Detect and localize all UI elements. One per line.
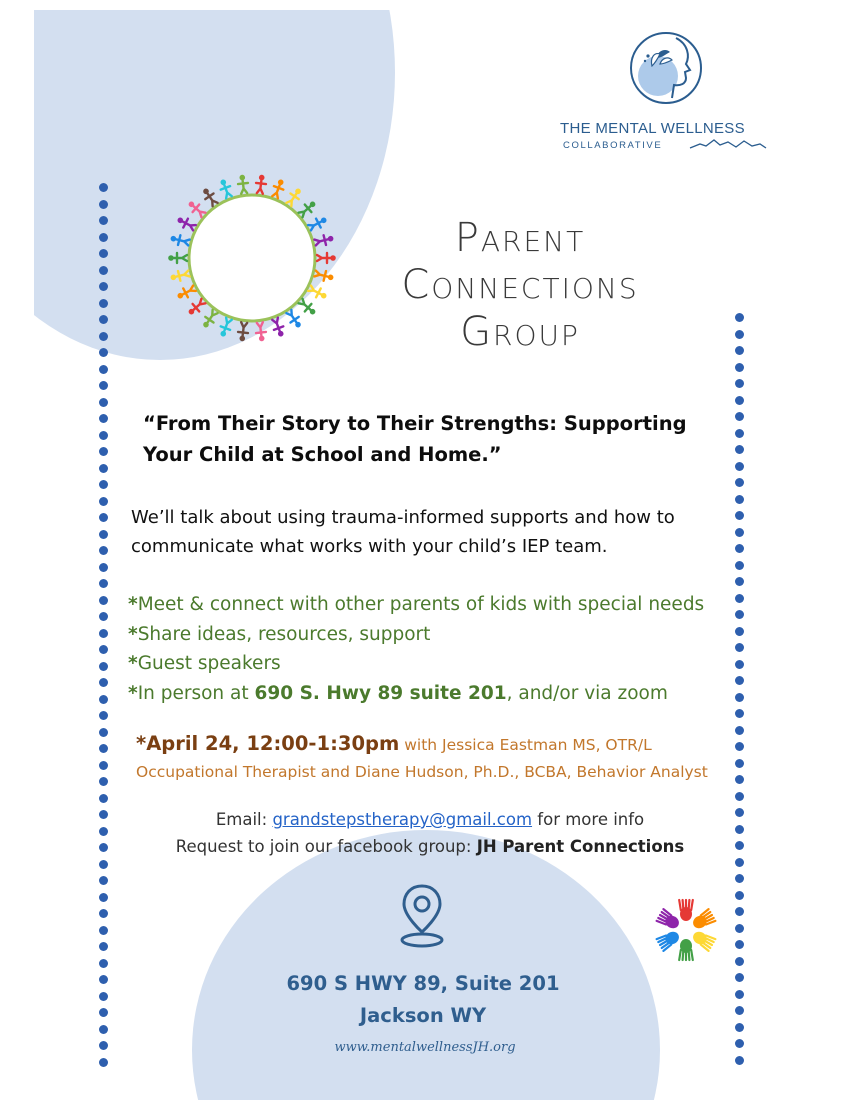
background-circle-bottom: [192, 830, 660, 1100]
mountain-line-icon: [688, 136, 768, 152]
child-figure: [307, 215, 328, 233]
border-dot: [99, 645, 108, 654]
border-dot: [99, 728, 108, 737]
border-dot: [99, 233, 108, 242]
child-figure: [237, 322, 249, 342]
hand-shape: [690, 929, 715, 951]
border-dot: [99, 827, 108, 836]
border-dot: [735, 396, 744, 405]
address-line-1: 690 S HWY 89, Suite 201: [286, 972, 560, 995]
logo-title: THE MENTAL WELLNESS: [560, 120, 745, 137]
border-dot: [735, 940, 744, 949]
border-dot: [99, 975, 108, 984]
border-dot: [99, 794, 108, 803]
hand-shape: [690, 909, 715, 931]
hand-shape: [657, 929, 682, 951]
border-dot: [735, 561, 744, 570]
border-dot: [99, 480, 108, 489]
event-presenters-line: Occupational Therapist and Diane Hudson, Ph.D., BCBA, Behavior Analyst: [136, 763, 708, 781]
border-dot: [99, 711, 108, 720]
logo-subtitle: COLLABORATIVE: [563, 140, 663, 151]
facebook-group-name: JH Parent Connections: [476, 837, 685, 856]
organization-logo: [560, 30, 775, 160]
border-dot: [735, 874, 744, 883]
hand-shape: [679, 900, 693, 921]
border-dot: [99, 810, 108, 819]
border-dot: [735, 973, 744, 982]
border-dot: [99, 629, 108, 638]
border-dot: [735, 495, 744, 504]
event-presenter: with Jessica Eastman MS, OTR/L: [399, 736, 652, 754]
hand-shape: [679, 939, 693, 960]
border-dot: [99, 926, 108, 935]
border-dot: [735, 990, 744, 999]
child-figure: [317, 253, 336, 263]
child-figure: [285, 309, 304, 330]
border-dot: [99, 1025, 108, 1034]
border-dot: [735, 346, 744, 355]
child-figure: [169, 233, 190, 247]
border-dot: [735, 1039, 744, 1048]
border-dot: [99, 843, 108, 852]
border-dot: [99, 414, 108, 423]
border-dot: [99, 959, 108, 968]
border-dot: [99, 777, 108, 786]
border-dot: [735, 825, 744, 834]
child-figure: [218, 178, 234, 199]
face-leaf-logo-icon: [628, 30, 704, 110]
border-dot: [99, 744, 108, 753]
border-dot: [735, 907, 744, 916]
child-figure: [237, 174, 249, 194]
border-dot: [735, 1006, 744, 1015]
border-dot: [735, 577, 744, 586]
address-line-2: Jackson WY: [359, 1004, 487, 1027]
border-dot: [735, 544, 744, 553]
border-dot: [735, 313, 744, 322]
border-dot: [735, 1056, 744, 1065]
border-dot: [99, 249, 108, 258]
border-dot: [99, 860, 108, 869]
location-bold: 690 S. Hwy 89 suite 201: [254, 682, 507, 704]
border-dot: [735, 445, 744, 454]
border-dot: [735, 462, 744, 471]
border-dot: [735, 957, 744, 966]
border-dot: [99, 695, 108, 704]
intro-text: We’ll talk about using trauma-informed supports and how to communicate what works with your child’s IEP team.: [131, 507, 675, 557]
border-dot: [99, 200, 108, 209]
child-figure: [218, 317, 234, 338]
border-dot: [99, 183, 108, 192]
border-dot: [99, 942, 108, 951]
border-dot: [99, 464, 108, 473]
child-figure: [168, 253, 187, 263]
title-line-3: Group: [460, 309, 580, 355]
border-dot: [735, 429, 744, 438]
border-dot: [735, 1023, 744, 1032]
border-dot: [99, 596, 108, 605]
child-figure: [314, 233, 335, 247]
bullet-item: *Share ideas, resources, support: [128, 623, 431, 645]
bullet-item: *In person at 690 S. Hwy 89 suite 201, and/or via zoom: [128, 682, 668, 704]
border-dot: [99, 348, 108, 357]
child-figure: [285, 186, 304, 207]
hand-shape: [657, 909, 682, 931]
location-pin-icon: [396, 882, 448, 950]
border-dot: [99, 546, 108, 555]
border-dot: [99, 563, 108, 572]
border-dot: [99, 497, 108, 506]
border-dot: [99, 992, 108, 1001]
child-figure: [200, 186, 219, 207]
event-date-time: *April 24, 12:00-1:30pm: [136, 732, 400, 755]
border-dot: [99, 678, 108, 687]
border-dot: [735, 363, 744, 372]
border-dot: [99, 431, 108, 440]
border-dot: [99, 612, 108, 621]
border-dot: [99, 381, 108, 390]
bullet-item: *Guest speakers: [128, 653, 281, 674]
border-dot: [99, 909, 108, 918]
border-dot: [99, 216, 108, 225]
border-dot: [735, 924, 744, 933]
border-dot: [99, 266, 108, 275]
border-dot: [99, 282, 108, 291]
child-figure: [200, 309, 219, 330]
border-dot: [735, 792, 744, 801]
dotted-border-left: [98, 183, 110, 1093]
child-figure: [255, 174, 267, 194]
border-dot: [99, 299, 108, 308]
border-dot: [99, 513, 108, 522]
border-dot: [99, 447, 108, 456]
border-dot: [735, 412, 744, 421]
border-dot: [735, 528, 744, 537]
bullet-list: [128, 590, 738, 708]
border-dot: [735, 330, 744, 339]
address-block: [268, 968, 578, 1032]
page-title: [345, 215, 695, 356]
border-dot: [99, 315, 108, 324]
children-holding-hands-ring: [162, 172, 342, 344]
title-line-2: Connections: [401, 262, 639, 308]
colorful-hands-circle-icon: [646, 892, 726, 968]
border-dot: [99, 876, 108, 885]
border-dot: [99, 761, 108, 770]
border-dot: [99, 398, 108, 407]
child-figure: [169, 269, 190, 283]
border-dot: [99, 530, 108, 539]
child-figure: [175, 215, 196, 233]
border-dot: [99, 893, 108, 902]
child-figure: [175, 284, 196, 302]
border-dot: [735, 511, 744, 520]
border-dot: [735, 858, 744, 867]
child-figure: [255, 322, 267, 342]
website-url[interactable]: www.mentalwellnessJH.org: [334, 1040, 516, 1055]
child-figure: [314, 269, 335, 283]
border-dot: [735, 379, 744, 388]
email-link[interactable]: grandstepstherapy@gmail.com: [272, 810, 533, 829]
border-dot: [735, 709, 744, 718]
border-dot: [735, 841, 744, 850]
border-dot: [99, 1041, 108, 1050]
border-dot: [735, 891, 744, 900]
border-dot: [735, 808, 744, 817]
border-dot: [99, 662, 108, 671]
border-dot: [99, 365, 108, 374]
child-figure: [307, 284, 328, 302]
border-dot: [99, 1008, 108, 1017]
bullet-item: *Meet & connect with other parents of kids with special needs: [128, 594, 705, 615]
border-dot: [99, 332, 108, 341]
border-dot: [99, 1058, 108, 1067]
child-figure: [270, 317, 286, 338]
child-figure: [270, 178, 286, 199]
title-line-1: Parent: [454, 215, 586, 261]
border-dot: [99, 579, 108, 588]
border-dot: [735, 478, 744, 487]
event-details: [136, 730, 746, 786]
contact-info: Email: grandstepstherapy@gmail.com for more info Request to join our facebook group: JH Parent Connections: [175, 810, 685, 856]
session-title-quote: “From Their Story to Their Strengths: Supporting Your Child at School and Home.”: [143, 412, 687, 466]
